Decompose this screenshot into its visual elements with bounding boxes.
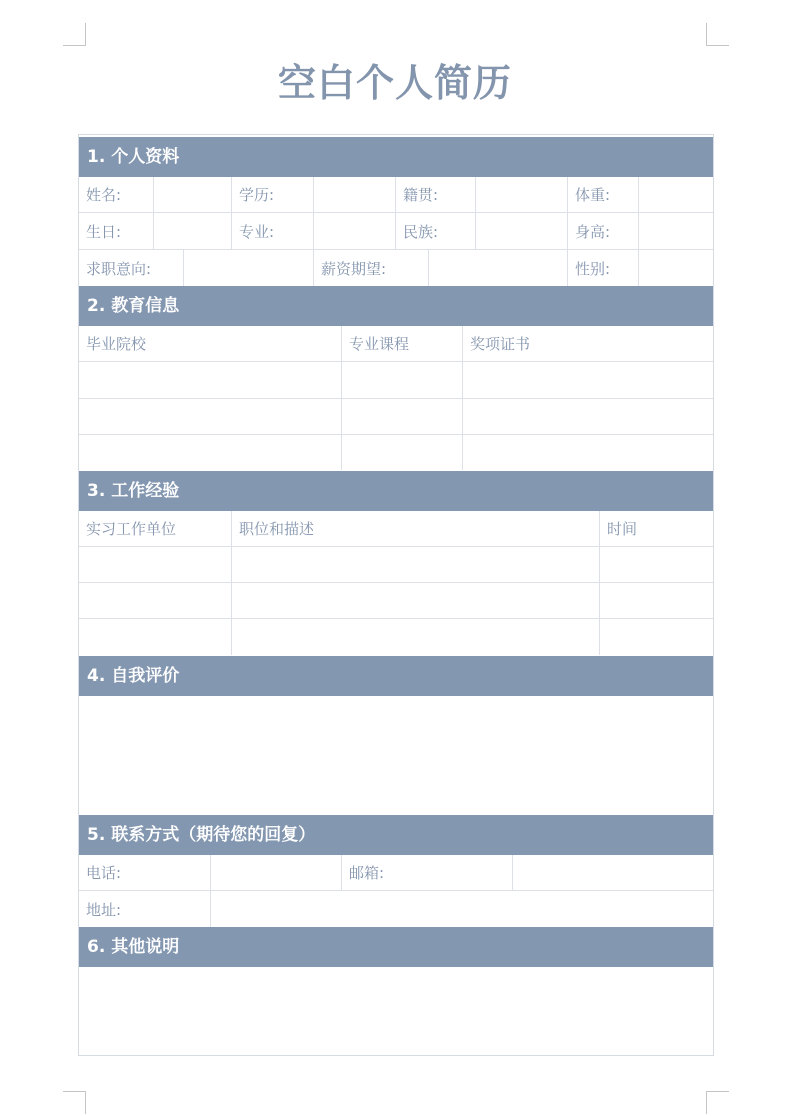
- cell-school[interactable]: [79, 362, 342, 398]
- column-header-position: 职位和描述: [232, 511, 600, 546]
- column-header-awards: 奖项证书: [470, 335, 531, 353]
- label-major: 专业:: [232, 213, 314, 249]
- input-phone[interactable]: [211, 855, 342, 890]
- cell-company[interactable]: [79, 619, 232, 655]
- column-header-time: 时间: [607, 520, 638, 538]
- table-row: [79, 399, 713, 435]
- label-height: 身高:: [568, 213, 639, 249]
- cell-courses[interactable]: [342, 399, 463, 434]
- page-title: 空白个人简历: [277, 61, 512, 105]
- column-header-courses: 专业课程: [342, 326, 463, 361]
- column-header-company: 实习工作单位: [79, 511, 232, 546]
- work-table: [79, 511, 713, 655]
- input-education[interactable]: [314, 177, 396, 212]
- label-ethnicity: 民族:: [396, 213, 476, 249]
- table-row: [79, 547, 713, 583]
- section-heading-contact: 5. 联系方式（期待您的回复）: [79, 815, 713, 855]
- table-header-row: [79, 511, 713, 547]
- input-name[interactable]: [154, 177, 232, 212]
- label-native-place: 籍贯:: [396, 177, 476, 212]
- table-row: [79, 583, 713, 619]
- education-table: [79, 326, 713, 470]
- label-expected-salary: 薪资期望:: [314, 250, 429, 286]
- cell-awards[interactable]: [463, 435, 713, 470]
- input-address[interactable]: [211, 891, 713, 927]
- label-job-intention: 求职意向:: [79, 250, 184, 286]
- self-evaluation-field[interactable]: [79, 696, 713, 814]
- cell-courses[interactable]: [342, 435, 463, 470]
- table-row: [79, 250, 713, 286]
- table-row: [79, 213, 713, 250]
- cell-school[interactable]: [79, 435, 342, 470]
- section-heading-other: 6. 其他说明: [79, 927, 713, 967]
- label-gender: 性别:: [568, 250, 639, 286]
- input-major[interactable]: [314, 213, 396, 249]
- input-weight[interactable]: [639, 177, 713, 212]
- label-email: 邮箱:: [342, 855, 513, 890]
- cell-awards[interactable]: [463, 362, 713, 398]
- cell-position[interactable]: [232, 547, 600, 582]
- label-weight: 体重:: [568, 177, 639, 212]
- cell-position[interactable]: [232, 619, 600, 655]
- crop-mark-top-right: [706, 23, 729, 46]
- cell-company[interactable]: [79, 583, 232, 618]
- personal-info-grid: [79, 177, 713, 286]
- section-heading-self-evaluation: 4. 自我评价: [79, 656, 713, 696]
- label-name: 姓名:: [79, 177, 154, 212]
- other-notes-field[interactable]: [79, 967, 713, 1055]
- input-birthday[interactable]: [154, 213, 232, 249]
- table-row: [79, 619, 713, 655]
- crop-mark-bottom-left: [63, 1091, 86, 1114]
- table-row: [79, 362, 713, 399]
- cell-position[interactable]: [232, 583, 600, 618]
- section-heading-education: 2. 教育信息: [79, 286, 713, 326]
- cell-time[interactable]: [600, 547, 713, 582]
- table-row: [79, 891, 713, 927]
- table-header-row: [79, 326, 713, 362]
- label-education: 学历:: [232, 177, 314, 212]
- cell-courses[interactable]: [342, 362, 463, 398]
- label-address: 地址:: [79, 891, 211, 927]
- cell-time[interactable]: [600, 619, 713, 655]
- column-header-school: 毕业院校: [79, 326, 342, 361]
- section-heading-personal: 1. 个人资料: [79, 137, 713, 177]
- cell-company[interactable]: [79, 547, 232, 582]
- table-row: [79, 855, 713, 891]
- input-email[interactable]: [513, 855, 713, 890]
- input-ethnicity[interactable]: [476, 213, 568, 249]
- section-heading-work: 3. 工作经验: [79, 471, 713, 511]
- input-gender[interactable]: [639, 250, 713, 286]
- cell-school[interactable]: [79, 399, 342, 434]
- resume-table: [78, 134, 714, 1056]
- input-native-place[interactable]: [476, 177, 568, 212]
- cell-awards[interactable]: [463, 399, 713, 434]
- contact-table: [79, 855, 713, 927]
- label-phone: 电话:: [79, 855, 211, 890]
- table-row: [79, 177, 713, 213]
- crop-mark-top-left: [63, 23, 86, 46]
- input-job-intention[interactable]: [184, 250, 314, 286]
- input-expected-salary[interactable]: [429, 250, 568, 286]
- label-birthday: 生日:: [79, 213, 154, 249]
- table-row: [79, 435, 713, 470]
- crop-mark-bottom-right: [706, 1091, 729, 1114]
- cell-time[interactable]: [600, 583, 713, 618]
- input-height[interactable]: [639, 213, 713, 249]
